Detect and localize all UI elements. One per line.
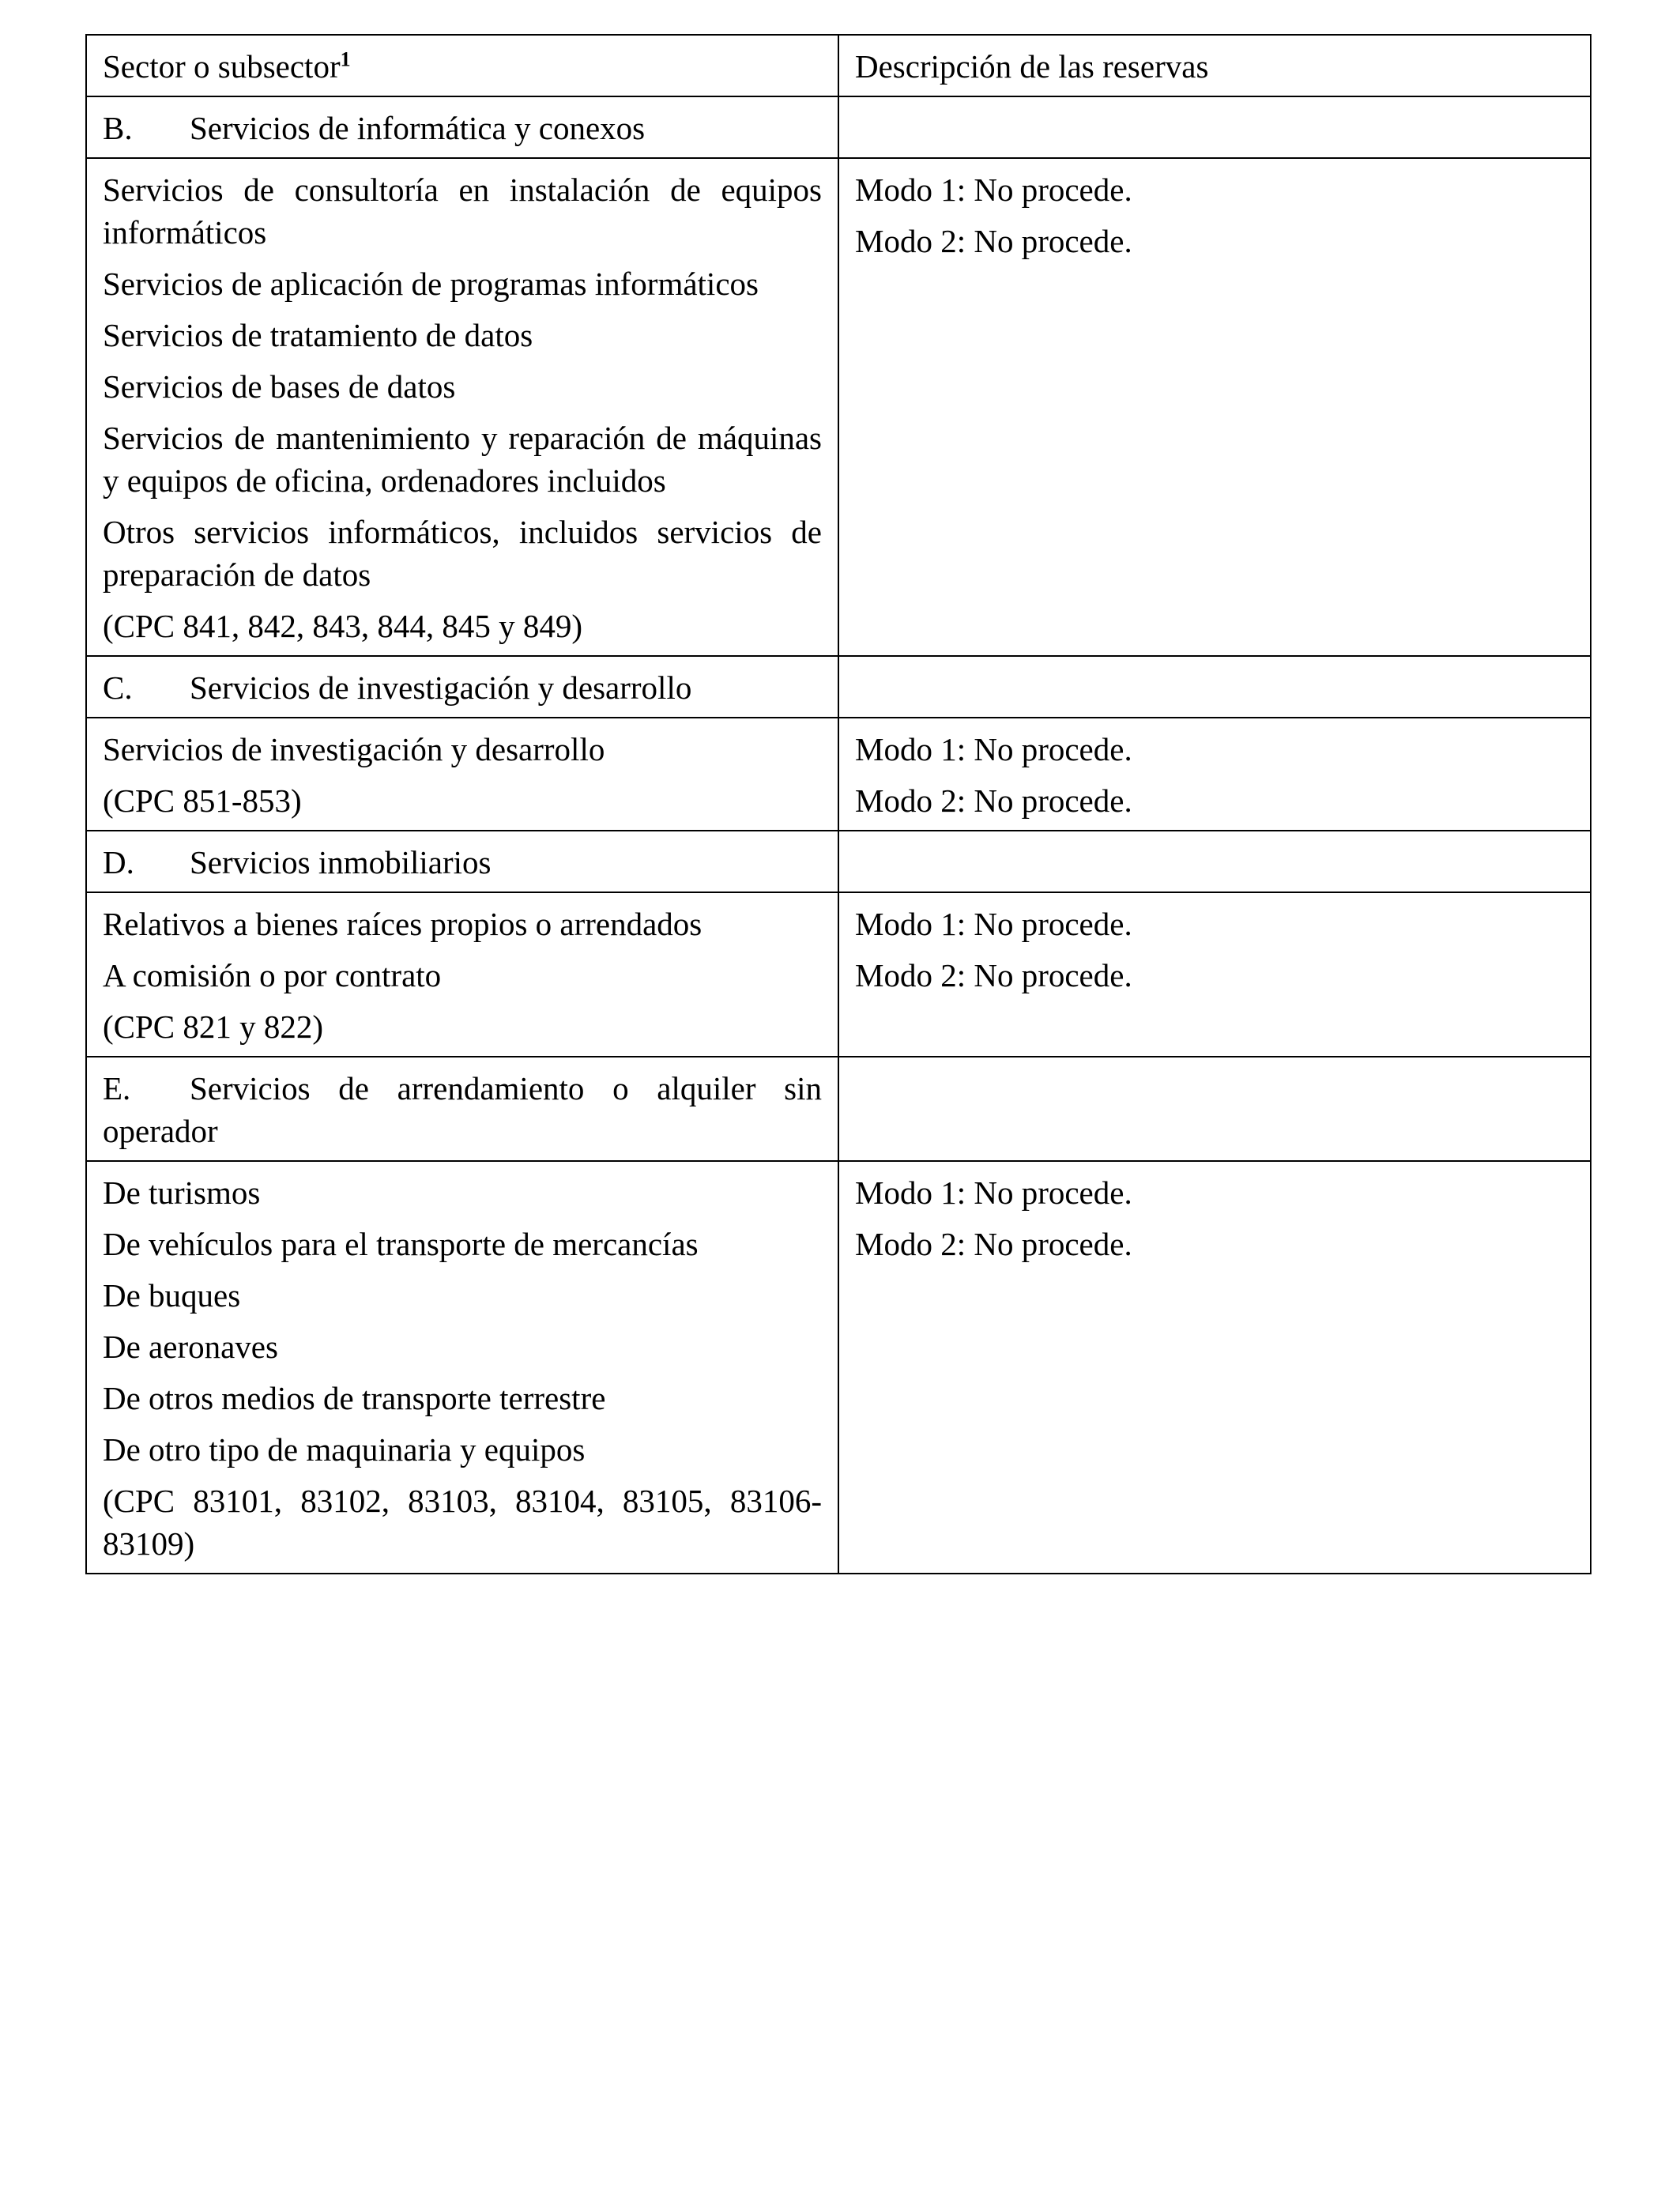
subsector-item: Relativos a bienes raíces propios o arrendados [103, 906, 703, 942]
subsector-item: Servicios de tratamiento de datos [103, 317, 533, 353]
subsector-cell [86, 158, 838, 656]
section-reservations-cell [838, 656, 1591, 718]
section-letter: B. [103, 110, 133, 146]
subsector-item: Servicios de investigación y desarrollo [103, 731, 605, 767]
section-title: Servicios inmobiliarios [190, 844, 492, 880]
section-row [86, 1057, 1591, 1161]
section-row [86, 96, 1591, 158]
reservation-mode: Modo 2: No procede. [855, 223, 1132, 259]
subsector-item: De aeronaves [103, 1329, 278, 1365]
section-title: Servicios de arrendamiento o alquiler sin operador [103, 1070, 822, 1149]
section-heading [103, 1067, 822, 1152]
subsector-item: Servicios de consultoría en instalación de equipos informáticos [103, 172, 822, 251]
section-reservations-cell [838, 1057, 1591, 1161]
section-row [86, 656, 1591, 718]
reservations-cell [838, 158, 1591, 656]
footnote-marker: 1 [340, 47, 351, 71]
reservations-cell [838, 1161, 1591, 1574]
section-title: Servicios de informática y conexos [190, 110, 646, 146]
section-letter: D. [103, 844, 134, 880]
table-row [86, 892, 1591, 1057]
reservation-mode: Modo 2: No procede. [855, 957, 1132, 993]
section-heading-cell [86, 656, 838, 718]
section-heading-cell [86, 831, 838, 892]
subsector-item: De buques [103, 1277, 241, 1314]
section-title: Servicios de investigación y desarrollo [190, 669, 692, 706]
section-reservations-cell [838, 96, 1591, 158]
reservation-mode: Modo 1: No procede. [855, 731, 1132, 767]
section-row [86, 831, 1591, 892]
section-heading-cell [86, 96, 838, 158]
subsector-item: De vehículos para el transporte de mercancías [103, 1226, 699, 1262]
header-sector [86, 35, 838, 96]
reservation-mode: Modo 2: No procede. [855, 1226, 1132, 1262]
section-letter: E. [103, 1070, 131, 1106]
reservation-mode: Modo 2: No procede. [855, 782, 1132, 819]
subsector-cell [86, 892, 838, 1057]
subsector-item: (CPC 841, 842, 843, 844, 845 y 849) [103, 608, 583, 644]
section-heading [103, 666, 822, 709]
subsector-item: De turismos [103, 1174, 261, 1211]
reservations-cell [838, 892, 1591, 1057]
header-description [838, 35, 1591, 96]
subsector-item: Servicios de bases de datos [103, 368, 456, 405]
subsector-item: (CPC 83101, 83102, 83103, 83104, 83105, 83106-83109) [103, 1483, 822, 1562]
table-row [86, 718, 1591, 831]
header-sector-label: Sector o subsector [103, 48, 341, 85]
section-letter: C. [103, 669, 133, 706]
reservation-mode: Modo 1: No procede. [855, 906, 1132, 942]
section-reservations-cell [838, 831, 1591, 892]
reservation-mode: Modo 1: No procede. [855, 1174, 1132, 1211]
table-header-row [86, 35, 1591, 96]
subsector-item: De otro tipo de maquinaria y equipos [103, 1431, 586, 1468]
subsector-item: A comisión o por contrato [103, 957, 442, 993]
reservation-mode: Modo 1: No procede. [855, 172, 1132, 208]
subsector-cell [86, 718, 838, 831]
subsector-cell [86, 1161, 838, 1574]
subsector-item: De otros medios de transporte terrestre [103, 1380, 606, 1416]
reservations-cell [838, 718, 1591, 831]
section-heading-cell [86, 1057, 838, 1161]
table-row [86, 1161, 1591, 1574]
table-body [86, 96, 1591, 1574]
subsector-item: Servicios de aplicación de programas informáticos [103, 266, 759, 302]
section-heading [103, 107, 822, 149]
subsector-item: Otros servicios informáticos, incluidos servicios de preparación de datos [103, 514, 822, 593]
header-description-label: Descripción de las reservas [855, 48, 1209, 85]
subsector-item: (CPC 821 y 822) [103, 1008, 324, 1045]
table-row [86, 158, 1591, 656]
section-heading [103, 841, 822, 884]
subsector-item: Servicios de mantenimiento y reparación de máquinas y equipos de oficina, ordenadores incluidos [103, 420, 822, 499]
subsector-item: (CPC 851-853) [103, 782, 302, 819]
reservations-table [85, 34, 1591, 1574]
